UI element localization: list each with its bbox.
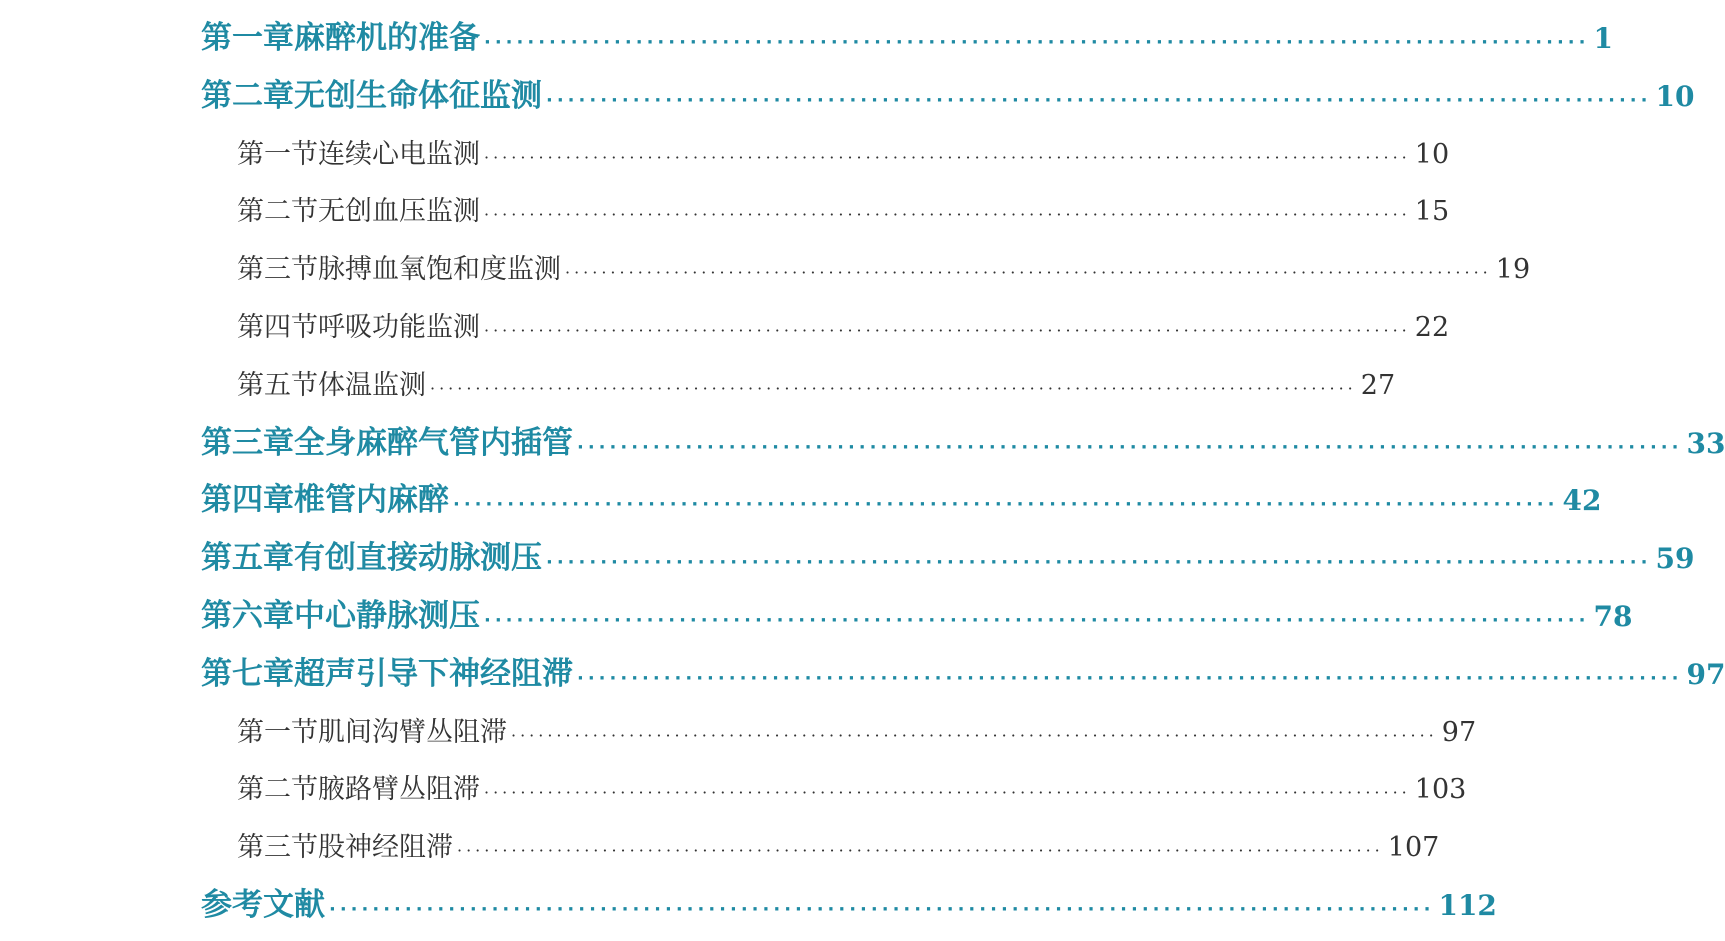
dot-leader: ······································································································: [484, 320, 1411, 340]
chapter-number: 第六章: [201, 597, 294, 634]
page-number: 97: [1441, 716, 1477, 748]
section-number: 第三节: [237, 832, 318, 864]
section-title: 脉搏血氧饱和度监测: [318, 254, 561, 286]
dot-leader: ······································································································: [430, 378, 1357, 398]
page-number: 10: [1655, 79, 1695, 113]
toc-references[interactable]: [201, 877, 1497, 935]
dot-leader: ······································································································: [484, 783, 1411, 803]
toc-section-2-1[interactable]: [201, 126, 1450, 184]
page-number: 97: [1686, 657, 1725, 691]
dot-leader: ······································································································: [453, 494, 1559, 516]
chapter-title: 有创直接动脉测压: [294, 540, 542, 577]
dot-leader: ······································································································: [546, 89, 1652, 111]
chapter-number: 第七章: [201, 655, 294, 692]
toc-section-2-3[interactable]: [201, 241, 1531, 299]
toc-chapter-3[interactable]: [201, 415, 1725, 473]
chapter-number: 第四章: [201, 482, 294, 519]
toc-chapter-4[interactable]: [201, 472, 1602, 530]
toc-section-7-3[interactable]: [201, 819, 1440, 877]
section-title: 连续心电监测: [318, 138, 480, 170]
toc-chapter-7[interactable]: [201, 646, 1725, 704]
section-number: 第二节: [237, 196, 318, 228]
page-number: 42: [1562, 484, 1602, 518]
page-number: 103: [1414, 774, 1467, 806]
toc-chapter-2[interactable]: [201, 68, 1695, 126]
dot-leader: ······································································································: [457, 841, 1384, 861]
chapter-number: 第五章: [201, 540, 294, 577]
section-title: 体温监测: [318, 369, 426, 401]
chapter-title: 全身麻醉气管内插管: [294, 424, 573, 461]
section-number: 第一节: [237, 138, 318, 170]
toc-section-2-2[interactable]: [201, 183, 1450, 241]
section-number: 第二节: [237, 774, 318, 806]
section-title: 股神经阻滞: [318, 832, 453, 864]
dot-leader: ······································································································: [484, 147, 1411, 167]
section-number: 第五节: [237, 369, 318, 401]
toc-chapter-1[interactable]: [201, 10, 1613, 68]
page-number: 10: [1414, 138, 1450, 170]
references-title: 参考文献: [201, 886, 325, 923]
dot-leader: ······································································································: [565, 263, 1492, 283]
chapter-title: 无创生命体征监测: [294, 77, 542, 114]
page-number: 33: [1686, 426, 1725, 460]
chapter-title: 中心静脉测压: [294, 597, 480, 634]
section-title: 无创血压监测: [318, 196, 480, 228]
toc-chapter-6[interactable]: [201, 588, 1633, 646]
chapter-number: 第二章: [201, 77, 294, 114]
page-number: 112: [1438, 888, 1497, 922]
page-number: 1: [1593, 22, 1613, 55]
page-number: 78: [1593, 599, 1633, 633]
chapter-number: 第三章: [201, 424, 294, 461]
toc-section-2-5[interactable]: [201, 357, 1396, 415]
dot-leader: ······································································································: [484, 32, 1590, 53]
page-number: 27: [1360, 369, 1396, 401]
toc-chapter-5[interactable]: [201, 530, 1695, 588]
section-title: 肌间沟臂丛阻滞: [318, 716, 507, 748]
section-title: 腋路臂丛阻滞: [318, 774, 480, 806]
dot-leader: ······································································································: [484, 609, 1590, 631]
page-number: 19: [1495, 254, 1531, 286]
section-title: 呼吸功能监测: [318, 311, 480, 343]
dot-leader: ······································································································: [546, 552, 1652, 574]
dot-leader: ······································································································: [329, 898, 1435, 920]
toc-section-2-4[interactable]: [201, 299, 1450, 357]
page-number: 59: [1655, 542, 1695, 576]
page-number: 22: [1414, 311, 1450, 343]
dot-leader: ······································································································: [577, 667, 1683, 689]
toc-section-7-1[interactable]: [201, 704, 1477, 762]
section-number: 第四节: [237, 311, 318, 343]
section-number: 第三节: [237, 254, 318, 286]
dot-leader: ······································································································: [484, 205, 1411, 225]
page-number: 15: [1414, 196, 1450, 228]
dot-leader: ······································································································: [511, 725, 1438, 745]
table-of-contents: [201, 10, 1725, 935]
chapter-title: 超声引导下神经阻滞: [294, 655, 573, 692]
chapter-number: 第一章: [201, 20, 294, 56]
page-number: 107: [1387, 832, 1440, 864]
section-number: 第一节: [237, 716, 318, 748]
toc-section-7-2[interactable]: [201, 761, 1467, 819]
dot-leader: ······································································································: [577, 436, 1683, 458]
chapter-title: 麻醉机的准备: [294, 20, 480, 56]
chapter-title: 椎管内麻醉: [294, 482, 449, 519]
